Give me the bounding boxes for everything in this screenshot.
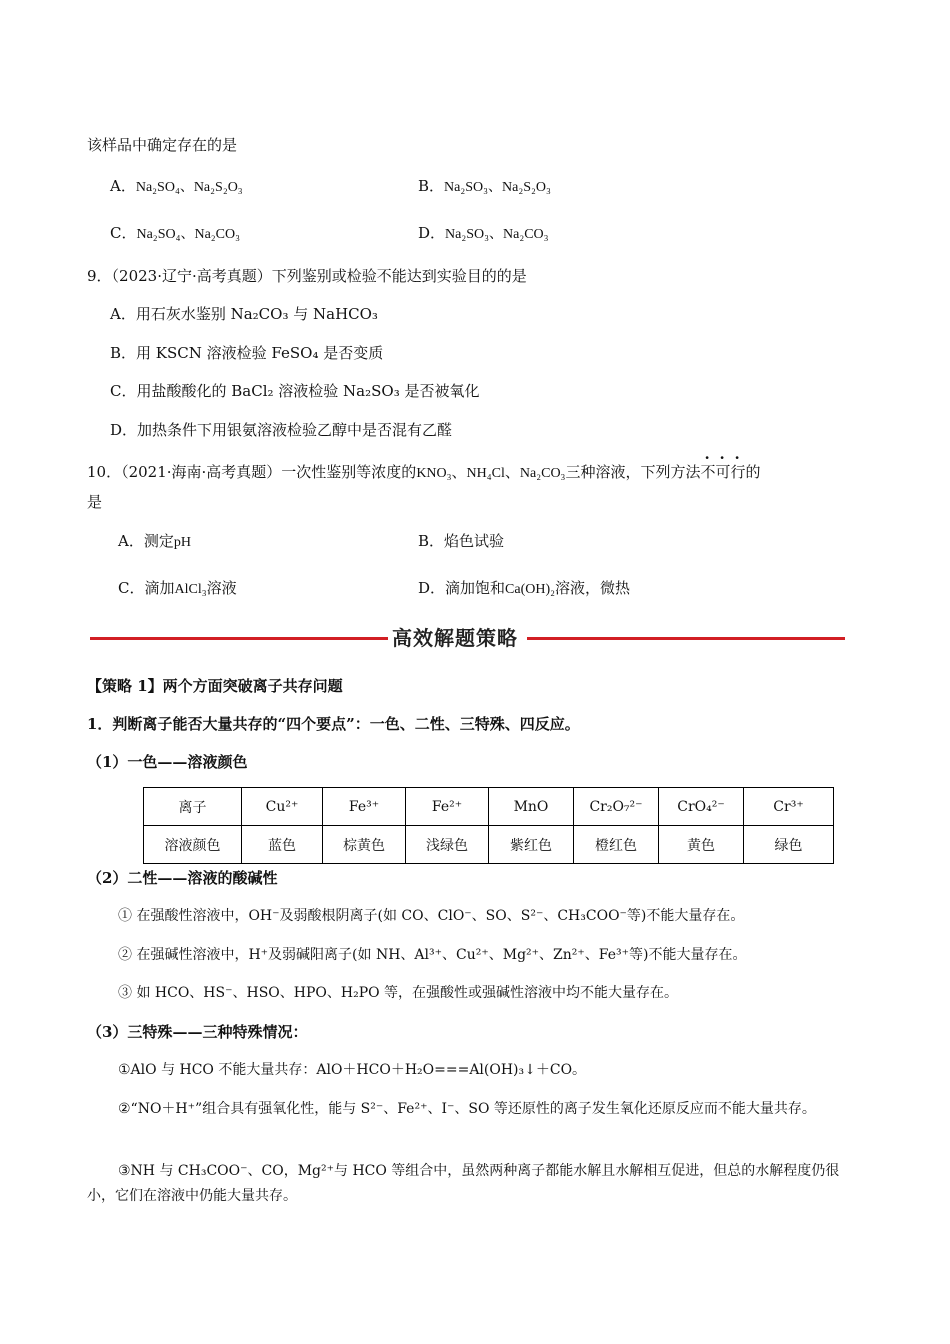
divider-line-left xyxy=(90,637,388,640)
table-cell: MnO xyxy=(489,788,574,826)
q9-option-b[interactable]: B．用 KSCN 溶液检验 FeSO₄ 是否变质 xyxy=(110,344,384,362)
strategy-sub2: （2）二性——溶液的酸碱性 xyxy=(87,869,278,887)
strategy-point1: 1．判断离子能否大量共存的“四个要点”：一色、二性、三特殊、四反应。 xyxy=(87,715,580,733)
q10-sep1: 、 xyxy=(451,463,467,481)
q10-option-c-end: 溶液 xyxy=(206,579,237,597)
q9-option-d[interactable]: D．加热条件下用银氨溶液检验乙醇中是否混有乙醛 xyxy=(110,421,453,439)
q10-chem1: KNO₃ xyxy=(416,466,452,481)
ion-color-table xyxy=(143,787,834,864)
q8-option-d-text: Na₂SO₃、Na₂CO₃ xyxy=(445,227,549,242)
table-cell: 溶液颜色 xyxy=(144,826,242,864)
q10-option-c-chem: AlCl₃ xyxy=(174,582,207,597)
q9-option-a[interactable]: A．用石灰水鉴别 Na₂CO₃ 与 NaHCO₃ xyxy=(110,305,378,323)
section-title: 高效解题策略 xyxy=(392,626,518,650)
acid-line: ① 在强酸性溶液中，OH⁻及弱酸根阴离子(如 CO、ClO⁻、SO、S²⁻、CH₃COO⁻等)不能大量存在。 xyxy=(118,908,745,924)
q10-sep2: 、 xyxy=(504,463,520,481)
q8-option-b[interactable] xyxy=(418,175,551,196)
table-cell: Fe³⁺ xyxy=(323,788,406,826)
table-cell: Fe²⁺ xyxy=(406,788,489,826)
q8-option-a-label: A． xyxy=(110,177,136,195)
q10-option-c-label: C．滴加 xyxy=(118,579,175,597)
table-cell: 蓝色 xyxy=(242,826,323,864)
base-line: ② 在强碱性溶液中，H⁺及弱碱阳离子(如 NH、Al³⁺、Cu²⁺、Mg²⁺、Zn²⁺、Fe³⁺等)不能大量存在。 xyxy=(118,947,747,963)
table-cell: 绿色 xyxy=(744,826,834,864)
table-cell: Cr₂O₇²⁻ xyxy=(574,788,659,826)
section-divider xyxy=(90,620,845,652)
q10-chem3: Na₂CO₃ xyxy=(519,466,566,481)
table-cell: 离子 xyxy=(144,788,242,826)
special-line-2: ②“NO＋H⁺”组合具有强氧化性，能与 S²⁻、Fe²⁺、I⁻、SO 等还原性的离子发生氧化还原反应而不能大量共存。 xyxy=(118,1101,816,1117)
q10-option-b[interactable]: B．焰色试验 xyxy=(418,532,505,550)
q8-option-d[interactable] xyxy=(418,222,549,243)
table-cell: Cr³⁺ xyxy=(744,788,834,826)
q10-stem-line2: 是 xyxy=(87,493,103,511)
q10-chem2: NH₄Cl xyxy=(466,466,505,481)
strategy-sub1: （1）一色——溶液颜色 xyxy=(87,753,248,771)
both-line: ③ 如 HCO、HS⁻、HSO、HPO、H₂PO 等，在强酸性或强碱性溶液中均不能大量存在。 xyxy=(118,985,679,1001)
q10-emph-xing: 行 xyxy=(730,463,746,481)
table-row-ions xyxy=(144,788,834,826)
q10-option-a[interactable] xyxy=(118,530,191,551)
q8-option-c-text: Na₂SO₄、Na₂CO₃ xyxy=(136,227,241,242)
q10-emph-bu: 不 xyxy=(700,463,716,481)
q9-option-c[interactable]: C．用盐酸酸化的 BaCl₂ 溶液检验 Na₂SO₃ 是否被氧化 xyxy=(110,382,480,400)
q10-emph-ke: 可 xyxy=(715,463,731,481)
q10-option-d-label: D．滴加饱和 xyxy=(418,579,506,597)
q8-option-b-text: Na₂SO₃、Na₂S₂O₃ xyxy=(444,180,551,195)
special-line-3: ③NH 与 CH₃COO⁻、CO，Mg²⁺与 HCO 等组合中，虽然两种离子都能水解且水解相互促进，但总的水解程度仍很小，它们在溶液中仍能大量共存。 xyxy=(87,1163,840,1204)
q10-option-c[interactable] xyxy=(118,577,237,598)
intro-line: 该样品中确定存在的是 xyxy=(87,136,238,154)
table-cell: 橙红色 xyxy=(574,826,659,864)
q8-option-c-label: C． xyxy=(110,224,137,242)
table-row-colors xyxy=(144,826,834,864)
q10-option-d-end: 溶液，微热 xyxy=(555,579,631,597)
divider-line-right xyxy=(527,637,845,640)
table-cell: CrO₄²⁻ xyxy=(659,788,744,826)
q10-stem-start: 10．（2021·海南·高考真题）一次性鉴别等浓度的 xyxy=(87,463,417,481)
q8-option-a-text: Na₂SO₄、Na₂S₂O₃ xyxy=(135,180,243,195)
q10-option-a-chem: pH xyxy=(173,535,191,550)
q10-stem xyxy=(87,461,761,482)
table-cell: 黄色 xyxy=(659,826,744,864)
q10-stem-end: 的 xyxy=(745,463,761,481)
q8-option-d-label: D． xyxy=(418,224,446,242)
q9-stem: 9．（2023·辽宁·高考真题）下列鉴别或检验不能达到实验目的的是 xyxy=(87,267,527,285)
q10-option-a-label: A．测定 xyxy=(118,532,174,550)
q10-option-d[interactable] xyxy=(418,577,630,598)
special-line-1: ①AlO 与 HCO 不能大量共存：AlO＋HCO＋H₂O===Al(OH)₃↓＋CO。 xyxy=(118,1062,587,1078)
strategy-heading: 【策略 1】两个方面突破离子共存问题 xyxy=(87,677,343,695)
table-cell: 浅绿色 xyxy=(406,826,489,864)
table-cell: Cu²⁺ xyxy=(242,788,323,826)
table-cell: 棕黄色 xyxy=(323,826,406,864)
q8-option-c[interactable] xyxy=(110,222,240,243)
q10-stem-mid: 三种溶液，下列方法 xyxy=(565,463,701,481)
strategy-sub3: （3）三特殊——三种特殊情况： xyxy=(87,1023,308,1041)
q8-option-b-label: B． xyxy=(418,177,445,195)
q10-option-d-chem: Ca(OH)₂ xyxy=(505,582,556,597)
table-cell: 紫红色 xyxy=(489,826,574,864)
q8-option-a[interactable] xyxy=(110,175,243,196)
